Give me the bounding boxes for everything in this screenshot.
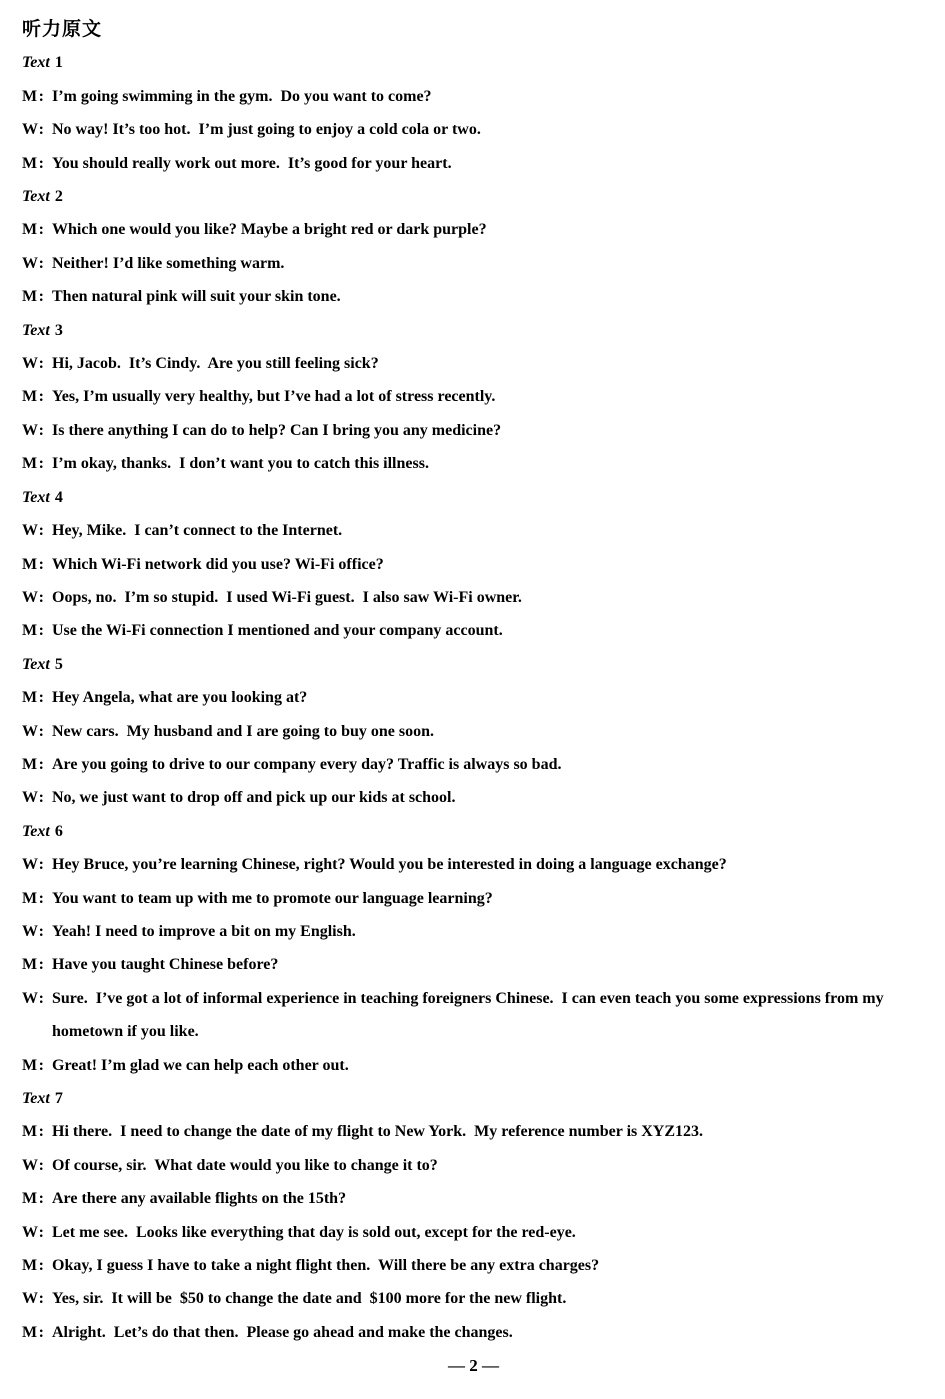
dialogue-text: New cars. My husband and I are going to buy one soon. [52, 722, 434, 740]
dialogue-text: No way! It’s too hot. I’m just going to enjoy a cold cola or two. [52, 121, 481, 139]
dialogue-text: Neither! I’d like something warm. [52, 254, 285, 272]
speaker-label: M: [22, 956, 46, 974]
section-label-number: 1 [54, 54, 63, 72]
speaker-label: M: [22, 689, 46, 707]
dialogue-line [22, 748, 925, 781]
dialogue-line [22, 213, 925, 246]
speaker-label: M: [22, 87, 46, 105]
dialogue-line [22, 347, 925, 380]
speaker-label: M: [22, 622, 46, 640]
speaker-label: M: [22, 455, 46, 473]
dialogue-text: Let me see. Looks like everything that day is sold out, except for the red-eye. [52, 1223, 576, 1241]
dialogue-line [22, 247, 925, 280]
dialogue-text: Okay, I guess I have to take a night flight then. Will there be any extra charges? [52, 1257, 600, 1275]
speaker-label: M: [22, 221, 46, 239]
section-label [22, 648, 925, 681]
dialogue-text: Have you taught Chinese before? [52, 956, 279, 974]
dialogue-line [22, 614, 925, 647]
speaker-label: W: [22, 522, 46, 540]
dialogue-line [22, 548, 925, 581]
section-label-number: 2 [54, 188, 63, 206]
dialogue-line [22, 280, 925, 313]
section-label-word: Text [22, 54, 50, 72]
speaker-label: W: [22, 989, 46, 1007]
dialogue-text: Sure. I’ve got a lot of informal experience in teaching foreigners Chinese. I can even teach you some expressions from my hometown if you like. [52, 989, 888, 1041]
speaker-label: M: [22, 1123, 46, 1141]
dialogue-line [22, 681, 925, 714]
dialogue-text: Yes, sir. It will be $50 to change the date and $100 more for the new flight. [52, 1290, 567, 1308]
dialogue-line [22, 848, 925, 881]
speaker-label: W: [22, 121, 46, 139]
dialogue-line [22, 915, 925, 948]
section-label-word: Text [22, 188, 50, 206]
dialogue-line [22, 1249, 925, 1282]
page-title: 听力原文 [22, 19, 103, 40]
dialogue-line [22, 982, 925, 1049]
speaker-label: M: [22, 1056, 46, 1074]
dialogue-text: Alright. Let’s do that then. Please go ahead and make the changes. [52, 1323, 513, 1341]
section-label [22, 815, 925, 848]
speaker-label: W: [22, 789, 46, 807]
speaker-label: M: [22, 555, 46, 573]
section-label-number: 7 [54, 1090, 63, 1107]
section-label-number: 3 [54, 321, 63, 339]
dialogue-line [22, 1282, 925, 1315]
dialogue-line [22, 1316, 925, 1349]
dialogue-text: I’m going swimming in the gym. Do you want to come? [52, 87, 432, 105]
dialogue-line [22, 581, 925, 614]
dialogue-line [22, 380, 925, 413]
section-label-word: Text [22, 1090, 50, 1107]
dialogue-line [22, 514, 925, 547]
dialogue-line [22, 1049, 925, 1082]
section-label [22, 180, 925, 213]
dialogue-text: Which one would you like? Maybe a bright red or dark purple? [52, 221, 487, 239]
dialogue-line [22, 715, 925, 748]
dialogue-text: You want to team up with me to promote our language learning? [52, 889, 493, 907]
dialogue-text: Which Wi-Fi network did you use? Wi-Fi office? [52, 555, 384, 573]
dialogue-line [22, 1149, 925, 1182]
section-label-number: 4 [54, 488, 63, 506]
dialogue-line [22, 113, 925, 146]
speaker-label: W: [22, 355, 46, 373]
dialogue-line [22, 882, 925, 915]
section-label [22, 314, 925, 347]
dialogue-text: Oops, no. I’m so stupid. I used Wi-Fi guest. I also saw Wi-Fi owner. [52, 588, 522, 606]
dialogue-line [22, 147, 925, 180]
dialogue-text: Hi there. I need to change the date of my flight to New York. My reference number is XYZ123. [52, 1123, 704, 1141]
speaker-label: M: [22, 755, 46, 773]
section-label-number: 6 [54, 822, 63, 840]
speaker-label: M: [22, 388, 46, 406]
transcript-sections [22, 46, 925, 1349]
dialogue-text: Yes, I’m usually very healthy, but I’ve had a lot of stress recently. [52, 388, 496, 406]
speaker-label: W: [22, 1290, 46, 1308]
dialogue-text: You should really work out more. It’s good for your heart. [52, 154, 452, 172]
speaker-label: M: [22, 288, 46, 306]
dialogue-text: Then natural pink will suit your skin tone. [52, 288, 341, 306]
speaker-label: M: [22, 154, 46, 172]
dialogue-line [22, 414, 925, 447]
section-label-number: 5 [54, 655, 63, 673]
dialogue-line [22, 948, 925, 981]
dialogue-text: Is there anything I can do to help? Can I bring you any medicine? [52, 421, 502, 439]
dialogue-text: Are there any available flights on the 15th? [52, 1190, 347, 1208]
section-label-word: Text [22, 321, 50, 339]
speaker-label: W: [22, 856, 46, 874]
dialogue-text: No, we just want to drop off and pick up our kids at school. [52, 789, 456, 807]
speaker-label: W: [22, 588, 46, 606]
speaker-label: W: [22, 922, 46, 940]
speaker-label: M: [22, 1190, 46, 1208]
speaker-label: W: [22, 1223, 46, 1241]
dialogue-text: Use the Wi-Fi connection I mentioned and your company account. [52, 622, 503, 640]
speaker-label: M: [22, 889, 46, 907]
speaker-label: W: [22, 1156, 46, 1174]
dialogue-text: Yeah! I need to improve a bit on my English. [52, 922, 356, 940]
dialogue-line [22, 781, 925, 814]
section-label [22, 46, 925, 79]
dialogue-line [22, 80, 925, 113]
dialogue-line [22, 447, 925, 480]
speaker-label: M: [22, 1323, 46, 1341]
dialogue-line [22, 1182, 925, 1215]
dialogue-text: Hey Angela, what are you looking at? [52, 689, 308, 707]
page-number: — 2 — [448, 1356, 499, 1376]
dialogue-line [22, 1115, 925, 1148]
dialogue-text: Of course, sir. What date would you like to change it to? [52, 1156, 438, 1174]
speaker-label: W: [22, 722, 46, 740]
section-label-word: Text [22, 488, 50, 506]
dialogue-text: Great! I’m glad we can help each other out. [52, 1056, 349, 1074]
section-label-word: Text [22, 822, 50, 840]
speaker-label: M: [22, 1257, 46, 1275]
dialogue-text: Hey Bruce, you’re learning Chinese, right? Would you be interested in doing a language exchange? [52, 856, 727, 874]
dialogue-text: Are you going to drive to our company every day? Traffic is always so bad. [52, 755, 562, 773]
dialogue-text: Hey, Mike. I can’t connect to the Internet. [52, 522, 343, 540]
section-label-word: Text [22, 655, 50, 673]
dialogue-text: Hi, Jacob. It’s Cindy. Are you still feeling sick? [52, 355, 379, 373]
section-label [22, 481, 925, 514]
speaker-label: W: [22, 254, 46, 272]
dialogue-text: I’m okay, thanks. I don’t want you to catch this illness. [52, 455, 429, 473]
section-label [22, 1082, 925, 1115]
speaker-label: W: [22, 421, 46, 439]
dialogue-line [22, 1216, 925, 1249]
